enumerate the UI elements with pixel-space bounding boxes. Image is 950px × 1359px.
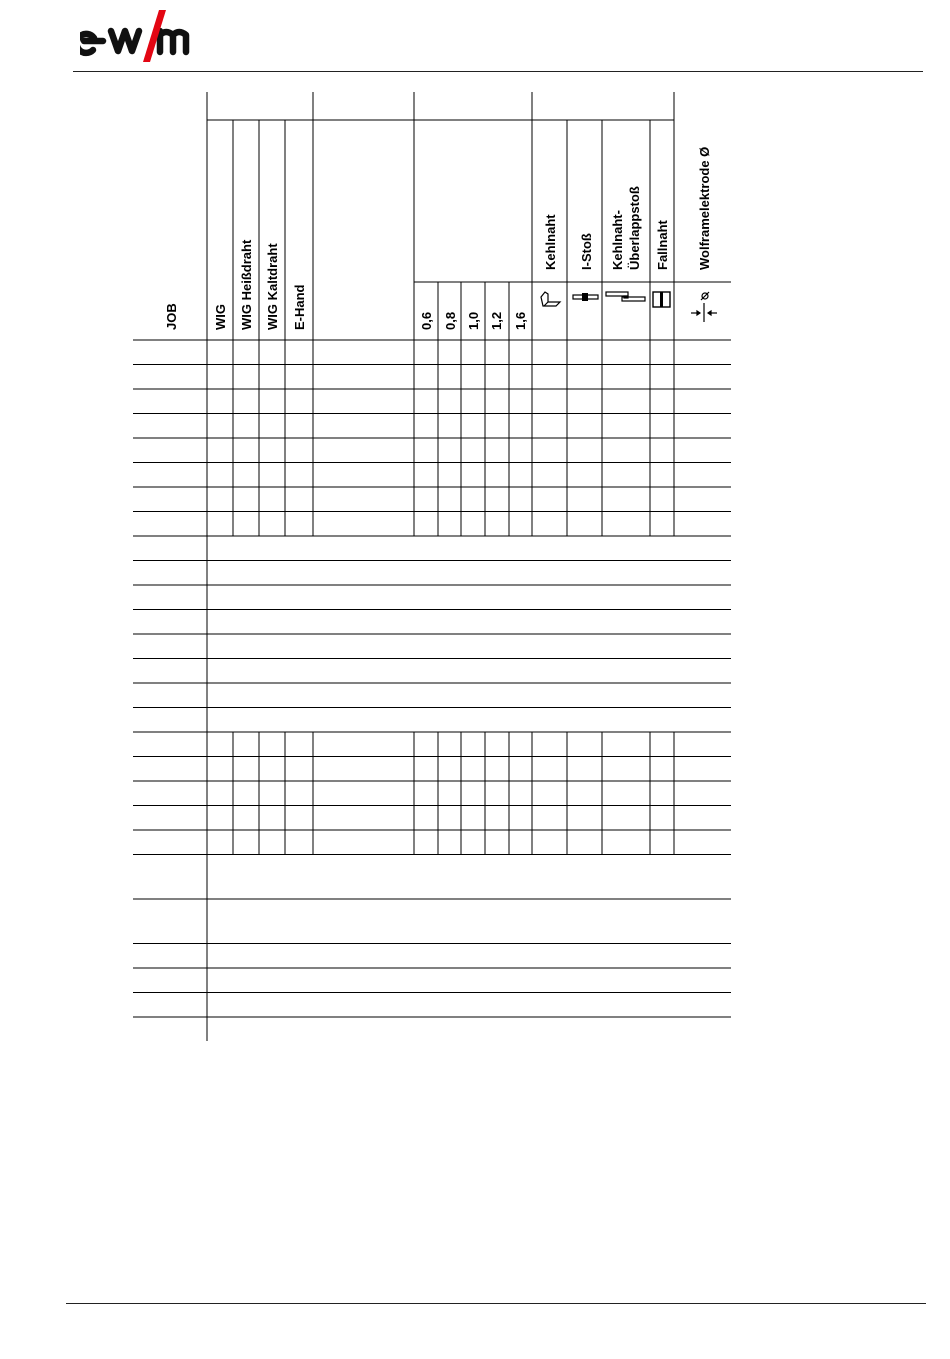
wire-diameter-0-6: 0,6 xyxy=(419,311,434,330)
seam-fallnaht-label: Fallnaht xyxy=(655,220,670,270)
seam-kehlnaht-ueberlapp-label-2: Überlappstoß xyxy=(627,186,642,270)
svg-text:Wolframelektrode Ø: Wolframelektrode Ø xyxy=(697,146,712,270)
electrode-label xyxy=(697,147,712,270)
wire-diameter-labels xyxy=(419,312,528,330)
process-wig-kaltdraht-label: WIG Kaltdraht xyxy=(265,243,280,330)
seam-kehlnaht-label: Kehlnaht xyxy=(543,214,558,270)
seam-kehlnaht-ueberlapp-label-1: Kehlnaht- xyxy=(610,210,625,270)
electrode-diameter-icon xyxy=(691,292,717,322)
wire-diameter-1-2: 1,2 xyxy=(489,311,504,330)
ueberlappstoss-icon xyxy=(606,292,645,301)
wire-diameter-0-8: 0,8 xyxy=(443,311,458,330)
wire-diameter-1-0: 1,0 xyxy=(466,311,481,330)
job-header-label xyxy=(164,303,179,330)
kehlnaht-icon xyxy=(541,292,560,306)
footer-rule xyxy=(66,1303,926,1304)
process-header-labels xyxy=(213,239,307,330)
process-wig-heissdraht-label: WIG Heißdraht xyxy=(239,239,254,330)
wire-diameter-1-6: 1,6 xyxy=(513,311,528,330)
fallnaht-icon xyxy=(653,292,670,307)
process-e-hand-label: E-Hand xyxy=(292,284,307,330)
svg-text:JOB: JOB xyxy=(164,303,179,330)
seam-i-stoss-label: I-Stoß xyxy=(579,233,594,270)
process-wig-label: WIG xyxy=(213,304,228,330)
seam-type-labels xyxy=(543,186,670,270)
i-stoss-icon xyxy=(573,293,598,301)
